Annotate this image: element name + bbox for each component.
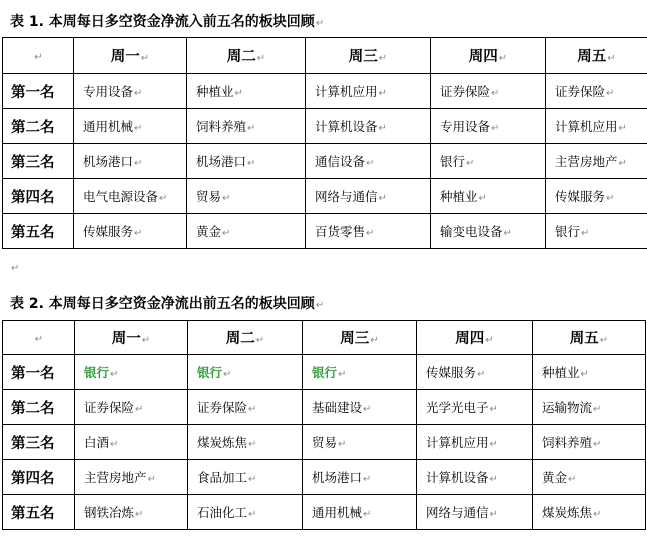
paragraph-mark-icon: ↵ [363,474,372,485]
paragraph-mark-icon: ↵ [568,474,577,485]
table-cell: 食品加工↵ [188,460,303,495]
paragraph-mark-icon: ↵ [489,404,498,415]
table-cell: 基础建设↵ [303,390,417,425]
table-cell: 计算机设备↵ [417,460,533,495]
table-cell: 专用设备↵ [431,109,546,144]
table-row [3,460,646,495]
paragraph-mark-icon: ↵ [34,51,43,63]
paragraph-mark-icon: ↵ [247,158,256,169]
paragraph-mark-icon: ↵ [363,509,372,520]
table-cell: 石油化工↵ [188,495,303,530]
paragraph-mark-icon: ↵ [222,228,231,239]
rank-label: 第三名 [3,425,75,460]
table-row [3,179,647,214]
table-cell: 计算机应用↵ [417,425,533,460]
paragraph-mark-icon: ↵ [135,509,144,520]
paragraph-mark-icon: ↵ [256,53,266,64]
rank-label: 第四名 [3,179,74,214]
table-cell: 贸易↵ [187,179,306,214]
table-cell: 计算机应用↵ [546,109,647,144]
table-cell: 证券保险↵ [546,74,647,109]
paragraph-mark-icon: ↵ [618,158,627,169]
table-cell: 计算机应用↵ [306,74,431,109]
paragraph-mark-icon: ↵ [141,335,151,346]
table-cell: 机场港口↵ [74,144,187,179]
table1-caption: 表 1. 本周每日多空资金净流入前五名的板块回顾↵ [10,14,325,30]
rank-label: 第一名 [3,355,75,390]
table-row [3,109,647,144]
paragraph-mark-icon: ↵ [248,404,257,415]
paragraph-mark-icon: ↵ [338,439,347,450]
table-cell: 通用机械↵ [74,109,187,144]
rank-label: 第二名 [3,390,75,425]
paragraph-mark-icon: ↵ [315,300,325,311]
day-header: 周四↵ [431,38,546,74]
day-header: 周五↵ [546,38,647,74]
paragraph-mark-icon: ↵ [222,193,231,204]
paragraph-mark-icon: ↵ [34,333,44,345]
paragraph-mark-icon: ↵ [378,53,388,64]
paragraph-mark-icon: ↵ [581,228,590,239]
paragraph-mark-icon: ↵ [489,439,498,450]
rank-label: 第三名 [3,144,74,179]
table-cell: 计算机设备↵ [306,109,431,144]
rank-label: 第五名 [3,214,74,249]
day-header: 周二↵ [188,321,303,355]
paragraph-mark-icon: ↵ [599,335,609,346]
table-cell: 钢铁冶炼↵ [75,495,188,530]
paragraph-mark-icon: ↵ [248,474,257,485]
table1 [2,37,647,249]
rank-label: 第二名 [3,109,74,144]
paragraph-mark-icon: ↵ [489,509,498,520]
table-cell: 银行↵ [431,144,546,179]
table-row [3,74,647,109]
paragraph-mark-icon: ↵ [366,158,375,169]
table-cell: 电气电源设备↵ [74,179,187,214]
paragraph-mark-icon: ↵ [378,193,387,204]
table-cell: 百货零售↵ [306,214,431,249]
table-cell-highlight: 银行↵ [303,355,417,390]
paragraph-mark-icon: ↵ [485,335,494,346]
day-header: 周一↵ [74,38,187,74]
table-cell: 机场港口↵ [187,144,306,179]
table2-header-row [3,321,646,355]
paragraph-mark-icon: ↵ [498,53,508,64]
table2-caption: 表 2. 本周每日多空资金净流出前五名的板块回顾↵ [10,296,325,312]
paragraph-mark-icon: ↵ [247,123,256,134]
table-cell: 种植业↵ [187,74,306,109]
paragraph-mark-icon: ↵ [110,369,119,380]
table-cell: 证券保险↵ [75,390,188,425]
table-cell: 种植业↵ [431,179,546,214]
paragraph-mark-icon: ↵ [135,404,144,415]
table-row [3,425,646,460]
table-row [3,144,647,179]
table-cell: 证券保险↵ [188,390,303,425]
table-cell: 传媒服务↵ [74,214,187,249]
paragraph-mark-icon: ↵ [478,193,487,204]
table-cell: 专用设备↵ [74,74,187,109]
paragraph-mark-icon: ↵ [338,369,347,380]
paragraph-mark-icon: ↵ [134,88,143,99]
table-row [3,495,646,530]
paragraph-mark-icon: ↵ [134,228,143,239]
day-header: 周五↵ [533,321,646,355]
day-header: 周四↵ [417,321,533,355]
table-row [3,355,646,390]
paragraph-mark-icon: ↵ [489,474,498,485]
table1-header-row [3,38,647,74]
table-cell: 黄金↵ [187,214,306,249]
paragraph-mark-icon: ↵ [134,158,143,169]
paragraph-mark-icon: ↵ [110,439,119,450]
paragraph-mark-icon: ↵ [491,123,500,134]
table-cell: 煤炭炼焦↵ [188,425,303,460]
table-cell: 贸易↵ [303,425,417,460]
paragraph-mark-icon: ↵ [366,228,375,239]
table-cell: 传媒服务↵ [546,179,647,214]
paragraph-mark-icon: ↵ [477,369,486,380]
paragraph-mark-icon: ↵ [248,439,257,450]
paragraph-mark-icon: ↵ [315,18,325,29]
table-cell: 通信设备↵ [306,144,431,179]
table-cell: 机场港口↵ [303,460,417,495]
table-cell: 光学光电子↵ [417,390,533,425]
table-cell: 饲料养殖↵ [187,109,306,144]
rank-label: 第五名 [3,495,75,530]
table-cell: 通用机械↵ [303,495,417,530]
day-header: 周三↵ [306,38,431,74]
paragraph-mark-icon: ↵ [503,228,512,239]
paragraph-mark-icon: ↵ [607,53,616,64]
paragraph-mark-icon: ↵ [466,158,475,169]
table-cell: 传媒服务↵ [417,355,533,390]
paragraph-mark-icon: ↵ [606,193,615,204]
paragraph-mark-icon: ↵ [370,335,379,346]
paragraph-mark-icon: ↵ [140,53,150,64]
paragraph-mark-icon: ↵ [593,509,602,520]
paragraph-mark-icon: ↵ [593,404,602,415]
table-cell: 白酒↵ [75,425,188,460]
paragraph-mark-icon: ↵ [580,369,589,380]
table2 [2,320,646,530]
table-row [3,214,647,249]
paragraph-mark-icon: ↵ [378,88,387,99]
paragraph-mark-icon: ↵ [363,404,372,415]
table-cell: 主营房地产↵ [75,460,188,495]
table-cell: 网络与通信↵ [417,495,533,530]
table-cell: 煤炭炼焦↵ [533,495,646,530]
table-cell: 黄金↵ [533,460,646,495]
paragraph-mark-icon: ↵ [618,123,627,134]
paragraph-mark-icon: ↵ [11,263,20,274]
table-cell: 饲料养殖↵ [533,425,646,460]
paragraph-mark-icon: ↵ [255,335,265,346]
paragraph-mark-icon: ↵ [248,509,257,520]
table-row [3,390,646,425]
paragraph-mark-icon: ↵ [378,123,387,134]
table-cell: 网络与通信↵ [306,179,431,214]
paragraph-mark-icon: ↵ [147,474,156,485]
paragraph-mark-icon: ↵ [593,439,602,450]
table-cell: 银行↵ [546,214,647,249]
table-cell: 种植业↵ [533,355,646,390]
paragraph-mark-icon: ↵ [491,88,500,99]
paragraph-mark-icon: ↵ [234,88,243,99]
table-cell-highlight: 银行↵ [75,355,188,390]
paragraph-mark-icon: ↵ [159,193,168,204]
rank-label: 第一名 [3,74,74,109]
table-cell: 运输物流↵ [533,390,646,425]
day-header: 周三↵ [303,321,417,355]
paragraph-mark-icon: ↵ [606,88,615,99]
rank-label: 第四名 [3,460,75,495]
day-header: 周二↵ [187,38,306,74]
paragraph-mark-icon: ↵ [223,369,232,380]
table-cell: 输变电设备↵ [431,214,546,249]
corner-cell [3,321,75,355]
table-cell: 证券保险↵ [431,74,546,109]
table-cell: 主营房地产↵ [546,144,647,179]
table-cell-highlight: 银行↵ [188,355,303,390]
corner-cell [3,38,74,74]
paragraph-mark-icon: ↵ [134,123,143,134]
day-header: 周一↵ [75,321,188,355]
